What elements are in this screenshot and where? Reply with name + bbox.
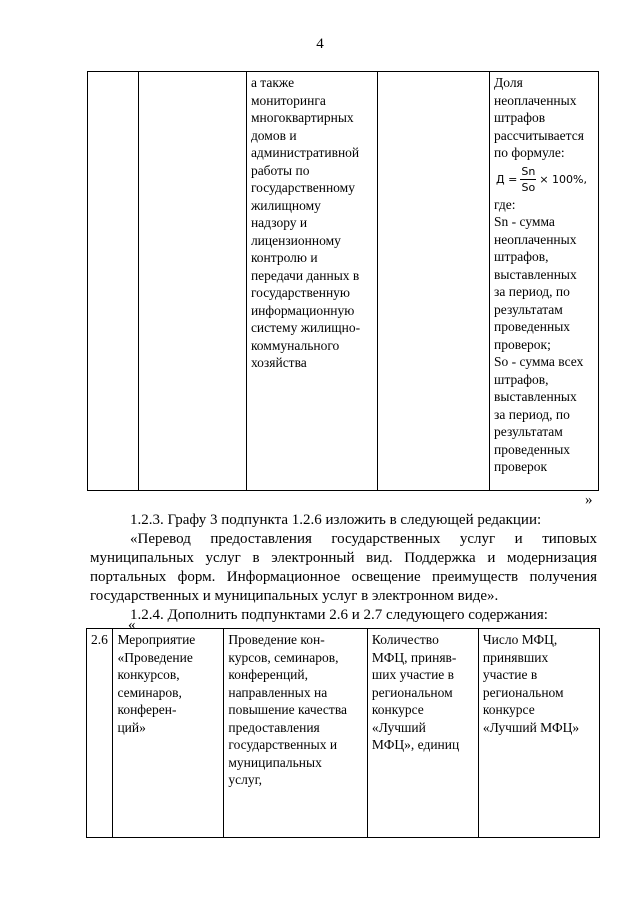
formula-numerator: Sn bbox=[521, 164, 536, 178]
table-cell-number bbox=[87, 629, 113, 838]
page-number: 4 bbox=[316, 36, 324, 52]
opening-quote: « bbox=[128, 617, 136, 633]
paragraph-1-2-3: 1.2.3. Графу 3 подпункта 1.2.6 изложить в следующей редакции: bbox=[130, 512, 542, 528]
indicator-table-continued bbox=[87, 71, 599, 491]
calculation-definitions-text: где: Sn - сумма неоплаченных штрафов, выставленных за период, по результатам проведенных проверок; So - сумма всех штрафов, выставленных за период, по результатам проведенных проверок bbox=[494, 196, 584, 474]
table-cell-event-description bbox=[224, 629, 368, 838]
formula-fraction bbox=[520, 165, 536, 194]
unpaid-fines-formula bbox=[496, 165, 594, 194]
table-cell-indicator-method bbox=[478, 629, 599, 838]
paragraph-2-line-3: портальных форм. Информационное освещение преимуществ получения bbox=[90, 569, 597, 585]
table-cell-indicator bbox=[367, 629, 478, 838]
closing-quote: » bbox=[585, 492, 593, 508]
table-cell-event-name bbox=[113, 629, 224, 838]
indicator-method-text: Число МФЦ, принявших участие в региональном конкурсе «Лучший МФЦ» bbox=[482, 632, 580, 735]
calculation-intro-text: Доля неоплаченных штрафов рассчитывается по формуле: bbox=[494, 75, 584, 160]
event-description-text: Проведение кон- курсов, семинаров, конференций, направленных на повышение качества предоставления государственных и муниципальных услуг, bbox=[228, 632, 348, 787]
formula-denominator: So bbox=[521, 180, 536, 194]
activity-description-text: а также мониторинга многоквартирных домов и административной работы по государственному жилищному надзору и лицензионному контролю и передачи данных в государственную информационную систему жилищно- коммунального хозяйства bbox=[250, 75, 361, 370]
paragraph-1-2-4: 1.2.4. Дополнить подпунктами 2.6 и 2.7 следующего содержания: bbox=[130, 607, 548, 623]
new-subitems-table bbox=[86, 628, 600, 838]
paragraph-2-line-1: «Перевод предоставления государственных услуг и типовых bbox=[130, 531, 597, 547]
table-cell-empty-2 bbox=[138, 72, 246, 491]
table-cell-empty-4 bbox=[377, 72, 489, 491]
formula-lhs: Д = bbox=[496, 172, 518, 186]
table-cell-empty-1 bbox=[88, 72, 139, 491]
paragraph-2-line-2: муниципальных услуг в электронный вид. Поддержка и модернизация bbox=[90, 550, 597, 566]
table-cell-calculation-method bbox=[490, 72, 599, 491]
table-cell-activity-description bbox=[246, 72, 377, 491]
indicator-text: Количество МФЦ, приняв- ших участие в региональном конкурсе «Лучший МФЦ», единиц bbox=[371, 632, 460, 752]
event-name-text: Мероприятие «Проведение конкурсов, семинаров, конферен- ций» bbox=[117, 632, 196, 735]
paragraph-2-line-4: государственных и муниципальных услуг в электронном виде». bbox=[90, 588, 499, 604]
subitem-number: 2.6 bbox=[91, 632, 108, 647]
formula-rhs: × 100%, bbox=[539, 172, 587, 186]
